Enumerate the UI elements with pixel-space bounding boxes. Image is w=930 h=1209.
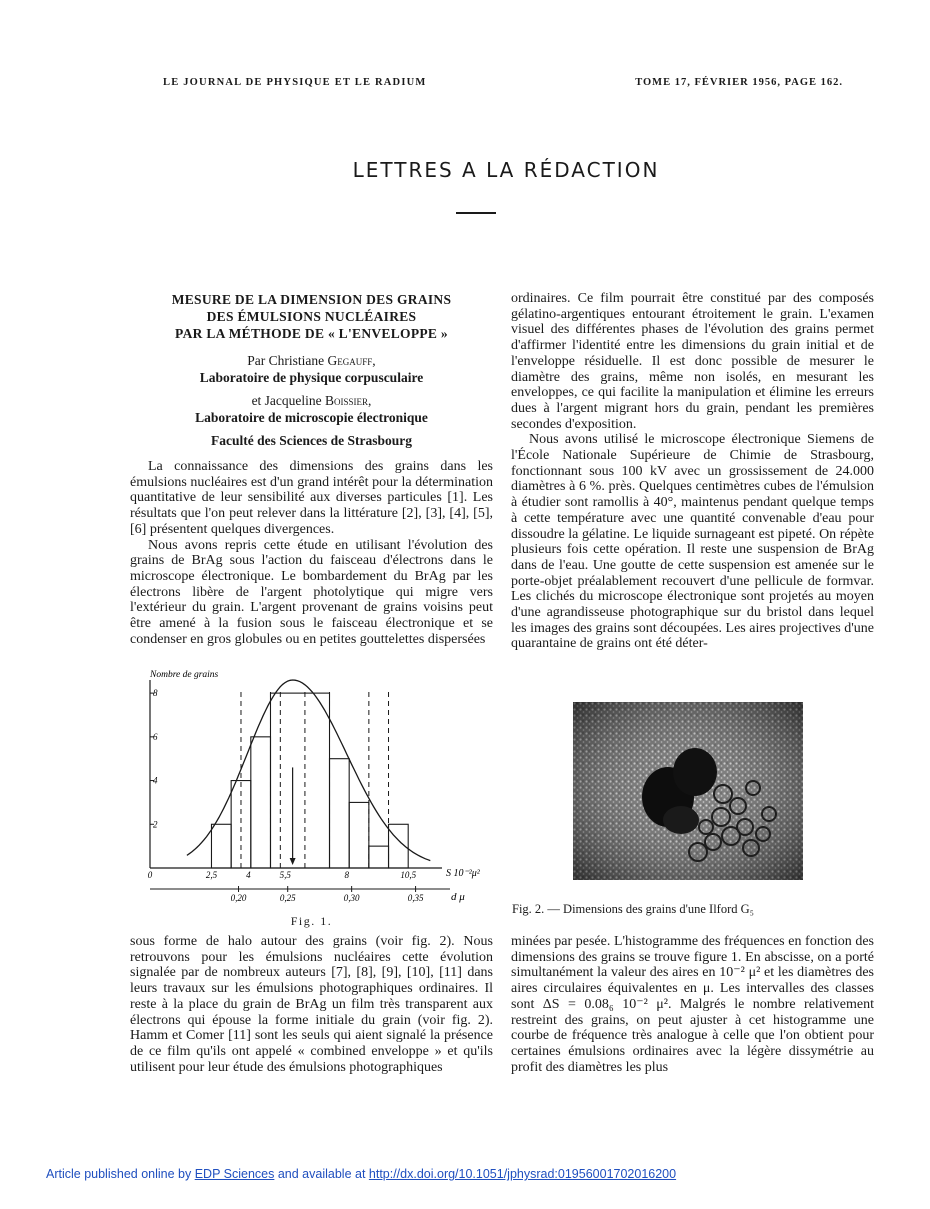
x-axis-label: S 10⁻²μ² xyxy=(446,868,480,879)
figure-2-caption: Fig. 2. — Dimensions des grains d'une Ilford G₅ xyxy=(512,902,755,916)
doi-link[interactable]: http://dx.doi.org/10.1051/jphysrad:01956001702016200 xyxy=(368,1167,677,1181)
journal-running-title: LE JOURNAL DE PHYSIQUE ET LE RADIUM xyxy=(163,77,427,88)
mean-arrow-head xyxy=(290,858,296,865)
footer-middle: and available at xyxy=(274,1167,369,1181)
x-tick-label: 2,5 xyxy=(205,870,218,880)
section-divider xyxy=(456,212,496,214)
author-2 xyxy=(130,392,493,409)
paragraph-halo: sous forme de halo autour des grains (voir fig. 2). Nous retrouvons pour les émulsions nucléaires cette évolution signalée par de nombreux auteurs [7], [8], [9], [10], [11] dans leurs travaux sur les émulsions photographiques ordinaires. Il reste à la place du grain de BrAg un film très transparent aux électrons qui épouse la forme initiale du grain (voir fig. 2). Hamm et Comer [11] sont les seuls qui aient signalé la présence de ce film qu'ils ont appelé « combined enveloppe » et qu'ils utilisent pour leur étude des émulsions photographiques xyxy=(130,934,493,1075)
figure-2-micrograph xyxy=(573,702,803,880)
left-column xyxy=(130,291,493,647)
issue-running-title: TOME 17, FÉVRIER 1956, PAGE 162. xyxy=(635,77,843,88)
y-tick-label: 2 xyxy=(153,819,158,830)
y-tick-label: 8 xyxy=(153,688,158,699)
figure-1-caption: Fig. 1. xyxy=(290,914,333,928)
footer-prefix: Article published online by xyxy=(46,1167,195,1181)
faculty: Faculté des Sciences de Strasbourg xyxy=(211,433,412,448)
secondary-x-tick-label: 0,20 xyxy=(230,893,247,903)
secondary-x-tick-label: 0,30 xyxy=(343,893,360,903)
paragraph-method: Nous avons repris cette étude en utilisant l'évolution des grains de BrAg sous l'action du faisceau d'électrons dans le microscope électronique. Le bombardement du BrAg par les électrons libère de l'argent photolytique qui migre vers l'extérieur du grain. L'argent provenant de grains voisins peut être amené à la fusion sous le faisceau électronique et se condenser en gros globules ou en petites gouttelettes dispersées xyxy=(130,537,493,647)
author-block xyxy=(130,352,493,449)
author-1-prefix: Par Christiane xyxy=(247,353,328,368)
bottom-right-column xyxy=(511,934,874,1075)
histogram-bar xyxy=(330,759,350,868)
x-tick-label: 8 xyxy=(344,870,349,880)
histogram-bar xyxy=(270,693,329,868)
paragraph-intro: La connaissance des dimensions des grains dans les émulsions nucléaires est d'un grand intérêt pour la détermination quantitative de leur sensibilité aux diverses particules [1]. Les résultats que l'on peut relever dans la littérature [2], [3], [4], [5], [6] présentent quelques divergences. xyxy=(130,459,493,537)
y-tick-label: 4 xyxy=(153,775,158,786)
figure-1-histogram xyxy=(140,668,492,916)
fitted-curve xyxy=(187,680,430,861)
article-title-line-2: DES ÉMULSIONS NUCLÉAIRES xyxy=(206,309,417,324)
secondary-x-axis-label: d μ xyxy=(451,891,465,903)
right-column xyxy=(511,291,874,652)
secondary-x-tick-label: 0,35 xyxy=(407,893,424,903)
affiliation-1: Laboratoire de physique corpusculaire xyxy=(199,370,424,385)
x-tick-label: 0 xyxy=(147,870,153,880)
author-1 xyxy=(130,352,493,369)
histogram-bar xyxy=(211,824,231,868)
histogram-bar xyxy=(251,737,271,868)
publisher-link[interactable]: EDP Sciences xyxy=(194,1167,275,1181)
histogram-bar xyxy=(349,802,369,868)
x-tick-label: 5,5 xyxy=(279,870,291,880)
histogram-bar xyxy=(369,846,389,868)
section-title: LETTRES A LA RÉDACTION xyxy=(352,158,660,182)
paragraph-histogram: minées par pesée. L'histogramme des fréquences en fonction des dimensions des grains se trouve figure 1. En abscisse, on a porté simultanément la valeur des aires en 10⁻² μ² et les diamètres des aires circulaires équivalentes en μ. Les intervalles des classes sont ΔS = 0.08₆ 10⁻² μ². Malgrés le nombre relativement restreint des grains, on peut ajuster à cet histogramme une courbe de fréquence très analogue à celle que l'on obtient pour certaines émulsions ordinaires avec la légère dissymétrie au profit des diamètres les plus xyxy=(511,934,874,1075)
author-2-prefix: et Jacqueline xyxy=(251,393,326,408)
affiliation-2: Laboratoire de microscopie électronique xyxy=(195,410,428,425)
x-tick-label: 4 xyxy=(246,870,251,880)
bottom-left-column xyxy=(130,934,493,1075)
author-1-name: Gegauff, xyxy=(327,353,376,368)
author-2-name: Boissier, xyxy=(325,393,372,408)
secondary-x-tick-label: 0,25 xyxy=(279,893,296,903)
y-axis-label: Nombre de grains xyxy=(150,670,219,680)
paragraph-film: ordinaires. Ce film pourrait être constitué par des composés gélatino-argentiques entourant étroitement le grain. L'examen visuel des différentes phases de l'évolution des grains permet d'affirmer l'identité entre les dimensions du grain initial et de l'enveloppe résiduelle. Il est donc possible de mesurer le diamètre des grains, même non isolés, en mesurant les enveloppes, ce qui facilite la manipulation et élimine les erreurs dues à l'argent migrant hors du grain, pendant les premières secondes d'exposition. xyxy=(511,291,874,432)
article-title-line-1: MESURE DE LA DIMENSION DES GRAINS xyxy=(171,292,452,307)
paragraph-microscope: Nous avons utilisé le microscope électronique Siemens de l'École Nationale Supérieure de Chimie de Strasbourg, fonctionnant sous 100 kV avec un grossissement de 24.000 diamètres à 6 %. près. Quelques centimètres cubes de l'émulsion à étudier sont ramollis à 40°, maintenus pendant quelque temps à cette température avec une quantité convenable d'eau pour dissoudre la gélatine. Le liquide surnageant est pipeté. On répète plusieurs fois cette opération. Il reste une suspension de BrAg dans de l'eau. Une goutte de cette suspension est amenée sur le porte-objet préalablement recouvert d'une pellicule de formvar. Les clichés du microscope électronique sont projetés au moyen d'une agrandisseuse photographique sur du bristol dans lequel les images des grains sont découpées. Les aires projectives d'une quarantaine de grains ont été déter- xyxy=(511,432,874,652)
y-tick-label: 6 xyxy=(153,731,158,742)
x-tick-label: 10,5 xyxy=(400,870,417,880)
article-title-line-3: PAR LA MÉTHODE DE « L'ENVELOPPE » xyxy=(175,326,448,341)
publication-footer xyxy=(46,1167,676,1181)
